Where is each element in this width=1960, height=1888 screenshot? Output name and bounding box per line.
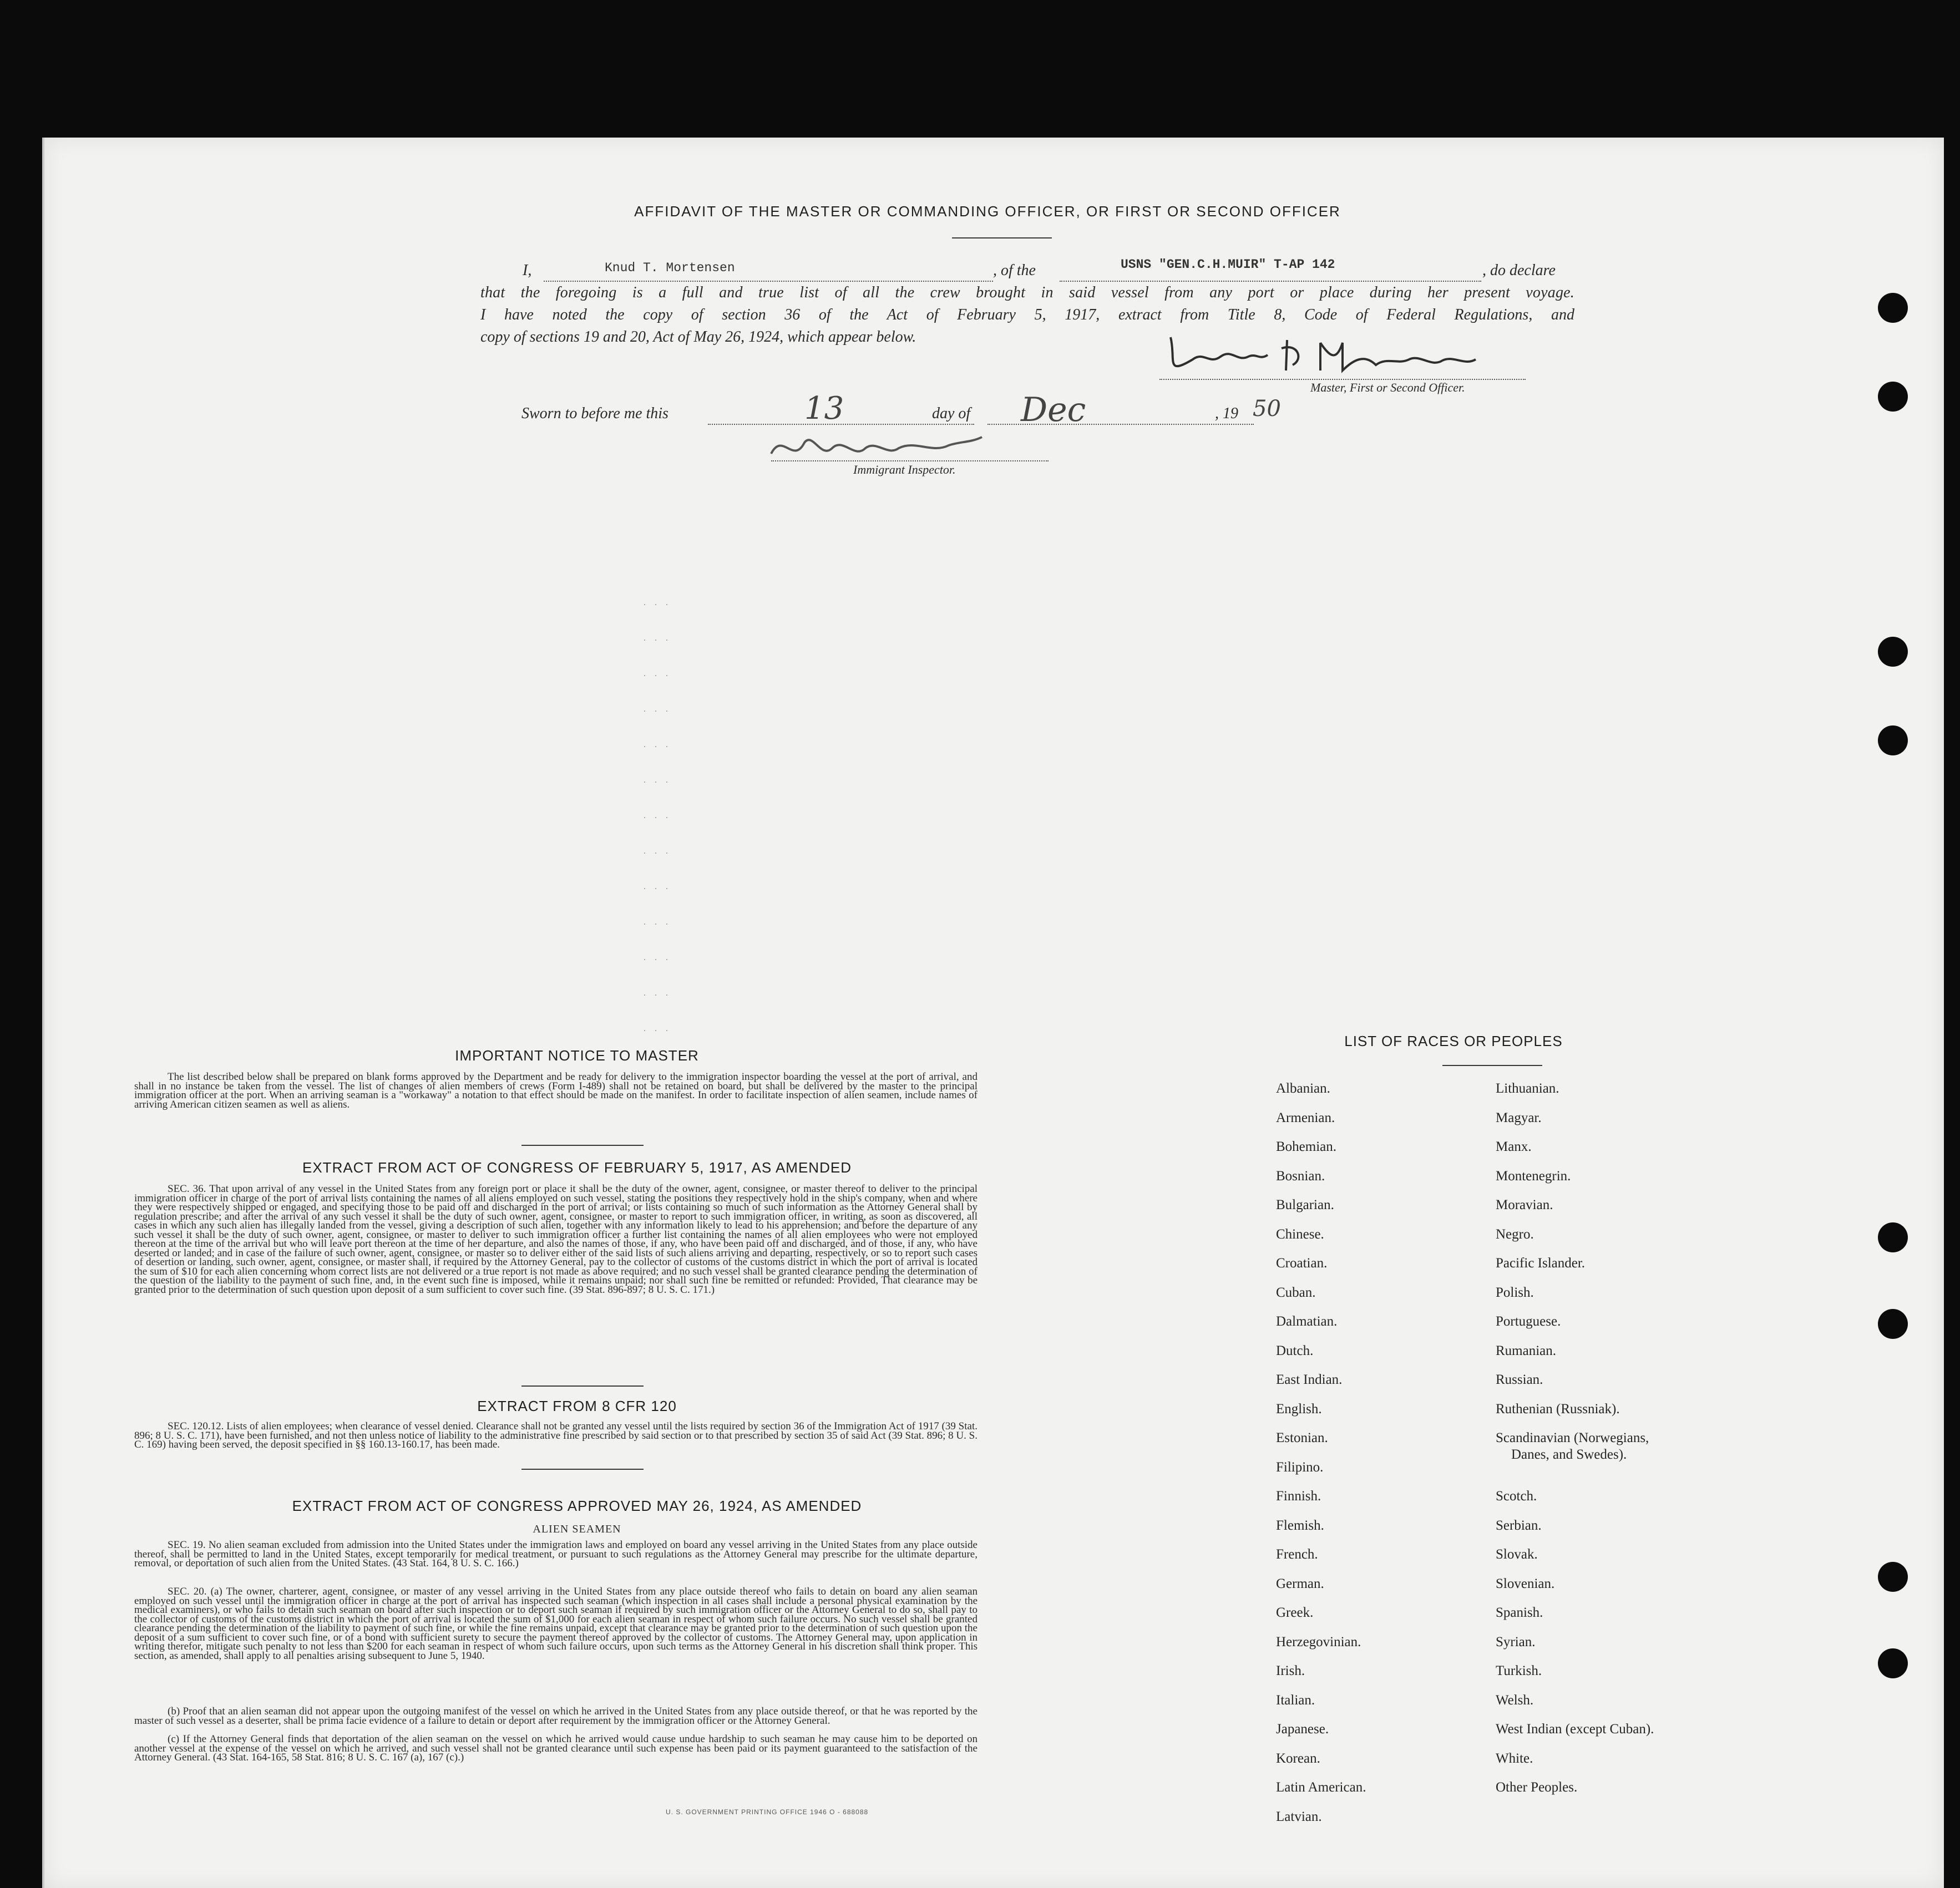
affidavit-line-3: I have noted the copy of section 36 of the Act of February 5, 1917, extract from Title 8, Code of Federal Regulations, and — [480, 306, 1574, 323]
race-item: Bosnian. — [1276, 1168, 1325, 1184]
notice-title: IMPORTANT NOTICE TO MASTER — [455, 1047, 699, 1064]
race-item: Cuban. — [1276, 1285, 1316, 1300]
i-label: I, — [523, 262, 532, 279]
extract-1917-body: SEC. 36. That upon arrival of any vessel in the United States from any foreign port or place it shall be the duty of the owner, agent, consignee, or master thereof to deliver to the principal immigration officer in charge of the port of arrival lists containing the names of all aliens employed on such vessel, stating the positions they respectively hold in the ship's company, when and where they were respectively shipped or engaged, and specifying those to be paid off and discharged in the port of arrival; or lists containing so much of such information as the Attorney General shall by regulation prescribe; and after the arrival of any such vessel it shall be the duty of such owner, agent, consignee, or master to report to such immigration officer, in writing, as soon as discovered, all cases in which any such alien has illegally landed from the vessel, giving a description of such alien, together with any information likely to lead to his apprehension; and before the departure of any such vessel it shall be the duty of such owner, agent, consignee, or master to deliver to such immigration officer a further list containing the names of all alien employees who were not employed thereon at the time of the arrival but who will leave port thereon at the time of her departure, and also the names of those, if any, who have been paid off and discharged, and of those, if any, who have deserted or landed; and in case of the failure of such owner, agent, consignee, or master so to deliver either of the said lists of such aliens arriving and departing, respectively, or so to report such cases of desertion or landing, such owner, agent, consignee, or master shall, if required by the Attorney General, pay to the collector of customs of the customs district in which the port of arrival is located the sum of $10 for each alien concerning whom correct lists are not delivered or a true report is not made as above required; and no such vessel shall be granted clearance pending the determination of the question of the liability to the payment of such fine, and, in the event such fine is imposed, while it remains unpaid; nor shall such fine be remitted or refunded: Provided, That clearance may be granted prior to the determination of such question upon deposit of a sum sufficient to cover such fine. (39 Stat. 896-897; 8 U. S. C. 171.) — [134, 1183, 978, 1296]
punch-hole — [1878, 1222, 1908, 1252]
race-item: Turkish. — [1496, 1663, 1542, 1678]
race-item: Herzegovinian. — [1276, 1634, 1361, 1650]
race-item: Korean. — [1276, 1750, 1320, 1766]
race-item: Polish. — [1496, 1285, 1534, 1300]
document-page — [42, 138, 1944, 1888]
master-signature — [1154, 326, 1509, 387]
race-item: Croatian. — [1276, 1256, 1328, 1271]
race-item: Slovenian. — [1496, 1576, 1555, 1591]
race-item: Rumanian. — [1496, 1343, 1557, 1358]
race-item: Syrian. — [1496, 1634, 1536, 1650]
race-item: Other Peoples. — [1496, 1780, 1578, 1795]
race-item: English. — [1276, 1401, 1322, 1417]
race-item: Albanian. — [1276, 1081, 1330, 1096]
extract-cfr-divider — [521, 1469, 644, 1470]
punch-hole — [1878, 1309, 1908, 1339]
master-signature-line — [1159, 379, 1526, 380]
inspector-line — [771, 460, 1049, 461]
race-item: Flemish. — [1276, 1517, 1324, 1533]
race-item: Montenegrin. — [1496, 1168, 1571, 1184]
race-item: Magyar. — [1496, 1110, 1542, 1125]
race-item: Finnish. — [1276, 1489, 1321, 1504]
affidavit-line-4: copy of sections 19 and 20, Act of May 26, 1924, which appear below. — [480, 328, 916, 346]
do-declare-label: , do declare — [1482, 262, 1556, 279]
affidavit-line-2: that the foregoing is a full and true list of all the crew brought in said vessel from any port or place during her present voyage. — [480, 284, 1574, 301]
sec19-body: SEC. 19. No alien seaman excluded from admission into the United States under the immigration laws and employed on board any vessel arriving in the United States from any place outside thereof, shall be permitted to land in the United States, except temporarily for medical treatment, or pursuant to such regulations as the Attorney General may prescribe for the ultimate departure, removal, or deportation of such alien from the United States. (43 Stat. 164, 8 U. S. C. 166.) — [134, 1539, 978, 1569]
notice-body: The list described below shall be prepared on blank forms approved by the Department and be ready for delivery to the immigration inspector boarding the vessel at the port of arrival, and shall in no instance be taken from the vessel. The list of changes of alien members of crews (Form I-489) shall not be retained on board, but shall be delivered by the master to the principal immigration officer at the port. When an arriving seaman is a "workaway" a notation to that effect should be made on the manifest. In order to facilitate inspection of alien seamen, include names of arriving American citizen seamen as well as aliens. — [134, 1071, 978, 1110]
race-item: Negro. — [1496, 1226, 1534, 1242]
extract-cfr-body: SEC. 120.12. Lists of alien employees; when clearance of vessel denied. Clearance shall not be granted any vessel until the lists required by section 36 of the Immigration Act of 1917 (39 Stat. 896; 8 U. S. C. 171), have been furnished, and not then unless notice of liability to the administrative fine prescribed by said section or to that prescribed by section 35 of said Act (39 Stat. 896; 8 U. S. C. 169) having been served, the deposit specified in §§ 160.13-160.17, has been made. — [134, 1420, 978, 1450]
race-item: French. — [1276, 1547, 1318, 1562]
extract-1917-divider — [521, 1385, 644, 1387]
race-item: White. — [1496, 1750, 1533, 1766]
punch-hole — [1878, 725, 1908, 755]
race-item: Serbian. — [1496, 1517, 1542, 1533]
race-item: Bohemian. — [1276, 1139, 1337, 1154]
races-column-2 — [1496, 1080, 1654, 1809]
race-item: Bulgarian. — [1276, 1197, 1334, 1212]
punch-hole — [1878, 637, 1908, 667]
race-item: Japanese. — [1276, 1722, 1329, 1737]
race-item: Moravian. — [1496, 1197, 1553, 1212]
year-suffix: 50 — [1253, 396, 1281, 422]
races-column-1 — [1276, 1080, 1366, 1838]
day-of-label: day of — [932, 405, 971, 422]
race-item: Scotch. — [1496, 1489, 1537, 1504]
notice-divider — [521, 1145, 644, 1146]
alien-seamen-subtitle: ALIEN SEAMEN — [533, 1523, 621, 1535]
punch-hole — [1878, 1648, 1908, 1678]
race-item: Italian. — [1276, 1692, 1315, 1708]
vessel-name: USNS "GEN.C.H.MUIR" T-AP 142 — [1121, 257, 1335, 272]
race-item: Latvian. — [1276, 1809, 1322, 1824]
inspector-caption: Immigrant Inspector. — [853, 463, 956, 476]
race-item: West Indian (except Cuban). — [1496, 1722, 1654, 1737]
race-item: Lithuanian. — [1496, 1081, 1559, 1096]
punch-hole — [1878, 1562, 1908, 1592]
extract-1924-title: EXTRACT FROM ACT OF CONGRESS APPROVED MAY 26, 1924, AS AMENDED — [292, 1498, 862, 1514]
name-field-line — [544, 281, 993, 282]
race-item: Dutch. — [1276, 1343, 1314, 1358]
race-item: Armenian. — [1276, 1110, 1335, 1125]
sec20b-body: (b) Proof that an alien seaman did not appear upon the outgoing manifest of the vessel on which he arrived in the United States from any place outside thereof, or that he was reported by the master of such vessel as a deserter, shall be prima facie evidence of a failure to detain or deport after requirement by the immigration officer or the Attorney General. — [134, 1706, 978, 1727]
extract-1917-title: EXTRACT FROM ACT OF CONGRESS OF FEBRUARY 5, 1917, AS AMENDED — [302, 1159, 852, 1176]
race-item: Chinese. — [1276, 1226, 1324, 1242]
vessel-field-line — [1060, 281, 1481, 282]
races-divider — [1442, 1065, 1542, 1066]
sworn-label: Sworn to before me this — [521, 405, 668, 422]
race-item: Slovak. — [1496, 1547, 1538, 1562]
affidavit-title: AFFIDAVIT OF THE MASTER OR COMMANDING OFFICER, OR FIRST OR SECOND OFFICER — [634, 203, 1341, 220]
race-item: Portuguese. — [1496, 1314, 1561, 1329]
race-item: Pacific Islander. — [1496, 1256, 1586, 1271]
race-item: Greek. — [1276, 1605, 1314, 1620]
race-item: Ruthenian (Russniak). — [1496, 1401, 1620, 1417]
extract-cfr-title: EXTRACT FROM 8 CFR 120 — [477, 1398, 677, 1414]
year-prefix: , 19 — [1215, 405, 1238, 422]
punch-hole — [1878, 382, 1908, 412]
master-name: Knud T. Mortensen — [605, 261, 735, 275]
sworn-month: Dec — [1021, 390, 1086, 429]
punch-hole — [1878, 293, 1908, 323]
race-item: Scandinavian (Norwegians, — [1496, 1430, 1649, 1445]
title-divider — [952, 237, 1052, 238]
printer-imprint: U. S. GOVERNMENT PRINTING OFFICE 1946 O - 688088 — [666, 1808, 869, 1816]
sworn-day: 13 — [804, 390, 844, 427]
sec20a-body: SEC. 20. (a) The owner, charterer, agent, consignee, or master of any vessel arriving in the United States from any place outside thereof who fails to detain on board any alien seaman employed on such vessel until the immigration officer in charge at the port of arrival has inspected such seaman (which inspection in all cases shall include a personal physical examination by the medical examiners), or who fails to detain such seaman on board after such inspection or to deport such seaman if required by such immigration officer or the Attorney General to do so, shall pay to the collector of customs of the customs district in which the port of arrival is located the sum of $1,000 for each alien seaman in respect of whom such failure occurs. No such vessel shall be granted clearance pending the determination of the liability to payment of such fine, or while the fine remains unpaid, except that clearance may be granted prior to the determination of such question upon the deposit of a sum sufficient to cover such fine, or of a bond with sufficient surety to secure the payment thereof approved by the collector of customs. The Attorney General may, upon application in writing therefor, mitigate such penalty to not less than $200 for each seaman in respect of whom such failure occurs, upon such terms as the Attorney General in his discretion shall think proper. This section, as amended, shall apply to all penalties arising subsequent to June 5, 1940. — [134, 1586, 978, 1662]
master-caption: Master, First or Second Officer. — [1310, 380, 1465, 394]
sec20c-body: (c) If the Attorney General finds that deportation of the alien seaman on the vessel on which he arrived would cause undue hardship to such seaman he may cause him to be deported on another vessel at the expense of the vessel on which he arrived, and such vessel shall not be granted clearance until such expense has been paid or its payment guaranteed to the satisfaction of the Attorney General. (43 Stat. 164-165, 58 Stat. 816; 8 U. S. C. 167 (a), 167 (c).) — [134, 1733, 978, 1763]
race-item: Filipino. — [1276, 1459, 1324, 1475]
races-title: LIST OF RACES OR PEOPLES — [1344, 1033, 1563, 1049]
race-item: Dalmatian. — [1276, 1314, 1338, 1329]
race-item: Latin American. — [1276, 1780, 1366, 1795]
race-item: Estonian. — [1276, 1430, 1328, 1445]
race-item: Irish. — [1276, 1663, 1305, 1678]
race-item: Danes, and Swedes). — [1511, 1447, 1627, 1462]
race-item: Manx. — [1496, 1139, 1532, 1154]
race-item: Russian. — [1496, 1372, 1543, 1387]
race-item: Welsh. — [1496, 1692, 1534, 1708]
race-item: Spanish. — [1496, 1605, 1543, 1620]
race-item: East Indian. — [1276, 1372, 1343, 1387]
race-item: German. — [1276, 1576, 1324, 1591]
crew-list-dots: . . . . . . . . . . . . . . . . . . . . . . . . . . . . . . . . . . . . . . . — [644, 598, 671, 1033]
of-the-label: , of the — [993, 262, 1036, 279]
